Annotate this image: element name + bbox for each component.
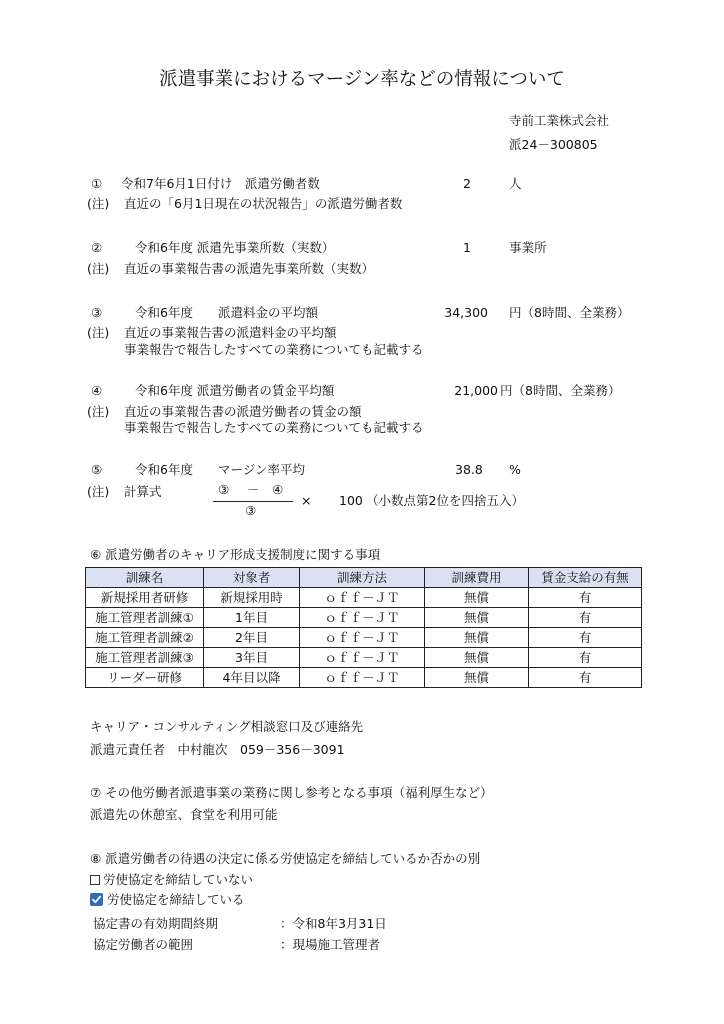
cell-target: 4年目以降 <box>204 668 300 688</box>
cell-target: 新規採用時 <box>204 588 300 608</box>
item-2-value: 1 <box>463 240 471 255</box>
table-row <box>86 628 642 648</box>
header-training-name: 訓練名 <box>86 568 204 588</box>
checkbox-unchecked-icon <box>90 875 100 885</box>
item-5-label: マージン率平均 <box>218 462 305 477</box>
item-4-marker: ④ <box>91 383 103 398</box>
item-2-note: 直近の事業報告書の派遣先事業所数（実数） <box>124 261 375 276</box>
item-3-note-prefix: (注) <box>87 325 110 340</box>
career-table <box>85 567 642 688</box>
agreement-option-yes <box>90 892 245 908</box>
cell-method: ｏｆｆ－ＪＴ <box>300 608 425 628</box>
formula-rounding: （小数点第2位を四捨五入） <box>366 493 524 508</box>
agreement-option-no-label: 労使協定を締結していない <box>103 872 254 887</box>
item-4-note-2: 事業報告で報告したすべての業務についても記載する <box>124 420 424 435</box>
cell-method: ｏｆｆ－ＪＴ <box>300 588 425 608</box>
item-2-unit: 事業所 <box>509 240 547 255</box>
table-row <box>86 608 642 628</box>
formula-numerator-a: ③ <box>218 482 230 497</box>
item-5-unit: % <box>509 462 521 477</box>
item-5-year: 令和6年度 <box>135 462 193 477</box>
cell-target: 1年目 <box>204 608 300 628</box>
cell-method: ｏｆｆ－ＪＴ <box>300 668 425 688</box>
item-2-marker: ② <box>91 240 103 255</box>
formula-times: × <box>301 493 312 508</box>
item-3-marker: ③ <box>91 305 103 320</box>
cell-training-name: 施工管理者訓練① <box>86 608 204 628</box>
cell-wage-paid: 有 <box>529 628 642 648</box>
item-4-unit: 円（8時間、全業務） <box>500 383 621 398</box>
cell-cost: 無償 <box>425 668 529 688</box>
item-5-note-prefix: (注) <box>87 484 110 499</box>
other-heading: ⑦ その他労働者派遣事業の業務に関し参考となる事項（福利厚生など） <box>90 785 493 800</box>
cell-training-name: 施工管理者訓練③ <box>86 648 204 668</box>
header-wage-paid: 賃金支給の有無 <box>529 568 642 588</box>
item-4-note: 直近の事業報告書の派遣労働者の賃金の額 <box>124 404 362 419</box>
item-3-note-2: 事業報告で報告したすべての業務についても記載する <box>124 342 424 357</box>
agreement-scope-value: ：現場施工管理者 <box>280 937 381 952</box>
consultation-contact: 派遣元責任者 中村龍次 059－356－3091 <box>90 742 345 757</box>
cell-wage-paid: 有 <box>529 608 642 628</box>
cell-training-name: 施工管理者訓練② <box>86 628 204 648</box>
item-1-unit: 人 <box>509 176 522 191</box>
career-heading: ⑥ 派遣労働者のキャリア形成支援制度に関する事項 <box>90 547 381 562</box>
formula-denominator: ③ <box>245 503 257 518</box>
item-5-marker: ⑤ <box>91 462 103 477</box>
agreement-period-value: ：令和8年3月31日 <box>280 916 387 931</box>
agreement-option-yes-label: 労使協定を締結している <box>107 892 245 907</box>
item-1-label: 令和7年6月1日付け 派遣労働者数 <box>121 176 320 191</box>
item-1-marker: ① <box>91 176 103 191</box>
cell-training-name: リーダー研修 <box>86 668 204 688</box>
agreement-period-label: 協定書の有効期間終期 <box>93 916 219 931</box>
cell-cost: 無償 <box>425 648 529 668</box>
item-5-value: 38.8 <box>455 462 483 477</box>
cell-wage-paid: 有 <box>529 588 642 608</box>
license-number: 派24－300805 <box>509 137 598 152</box>
item-3-value: 34,300 <box>444 305 488 320</box>
item-1-value: 2 <box>463 176 471 191</box>
item-3-unit: 円（8時間、全業務） <box>509 305 630 320</box>
item-1-note: 直近の「6月1日現在の状況報告」の派遣労働者数 <box>124 196 403 211</box>
item-1-note-prefix: (注) <box>87 196 110 211</box>
header-target: 対象者 <box>204 568 300 588</box>
cell-cost: 無償 <box>425 608 529 628</box>
item-4-value: 21,000 <box>454 383 498 398</box>
cell-wage-paid: 有 <box>529 668 642 688</box>
consultation-label: キャリア・コンサルティング相談窓口及び連絡先 <box>90 719 364 734</box>
fraction-line <box>213 501 293 502</box>
cell-method: ｏｆｆ－ＪＴ <box>300 648 425 668</box>
item-4-label: 令和6年度 派遣労働者の賃金平均額 <box>135 383 335 398</box>
company-name: 寺前工業株式会社 <box>509 113 610 128</box>
item-3-year: 令和6年度 <box>135 305 193 320</box>
cell-method: ｏｆｆ－ＪＴ <box>300 628 425 648</box>
header-method: 訓練方法 <box>300 568 425 588</box>
formula-numerator-b: ④ <box>272 482 284 497</box>
cell-target: 2年目 <box>204 628 300 648</box>
item-2-label: 令和6年度 派遣先事業所数（実数） <box>135 240 335 255</box>
other-text: 派遣先の休憩室、食堂を利用可能 <box>90 807 278 822</box>
item-4-note-prefix: (注) <box>87 404 110 419</box>
header-cost: 訓練費用 <box>425 568 529 588</box>
checkbox-checked-icon <box>90 893 103 906</box>
item-5-note: 計算式 <box>124 484 162 499</box>
cell-training-name: 新規採用者研修 <box>86 588 204 608</box>
cell-target: 3年目 <box>204 648 300 668</box>
formula-minus: － <box>247 482 260 497</box>
item-2-note-prefix: (注) <box>87 261 110 276</box>
cell-wage-paid: 有 <box>529 648 642 668</box>
table-row <box>86 668 642 688</box>
career-table-header-row <box>86 568 642 588</box>
formula-multiplier: 100 <box>339 493 363 508</box>
agreement-heading: ⑧ 派遣労働者の待遇の決定に係る労使協定を締結しているか否かの別 <box>90 851 481 866</box>
agreement-option-no <box>90 872 253 888</box>
cell-cost: 無償 <box>425 628 529 648</box>
table-row <box>86 648 642 668</box>
page-title: 派遣事業におけるマージン率などの情報について <box>159 69 565 90</box>
item-3-note: 直近の事業報告書の派遣料金の平均額 <box>124 325 337 340</box>
cell-cost: 無償 <box>425 588 529 608</box>
table-row <box>86 588 642 608</box>
agreement-scope-label: 協定労働者の範囲 <box>93 937 194 952</box>
item-3-label: 派遣料金の平均額 <box>218 305 319 320</box>
